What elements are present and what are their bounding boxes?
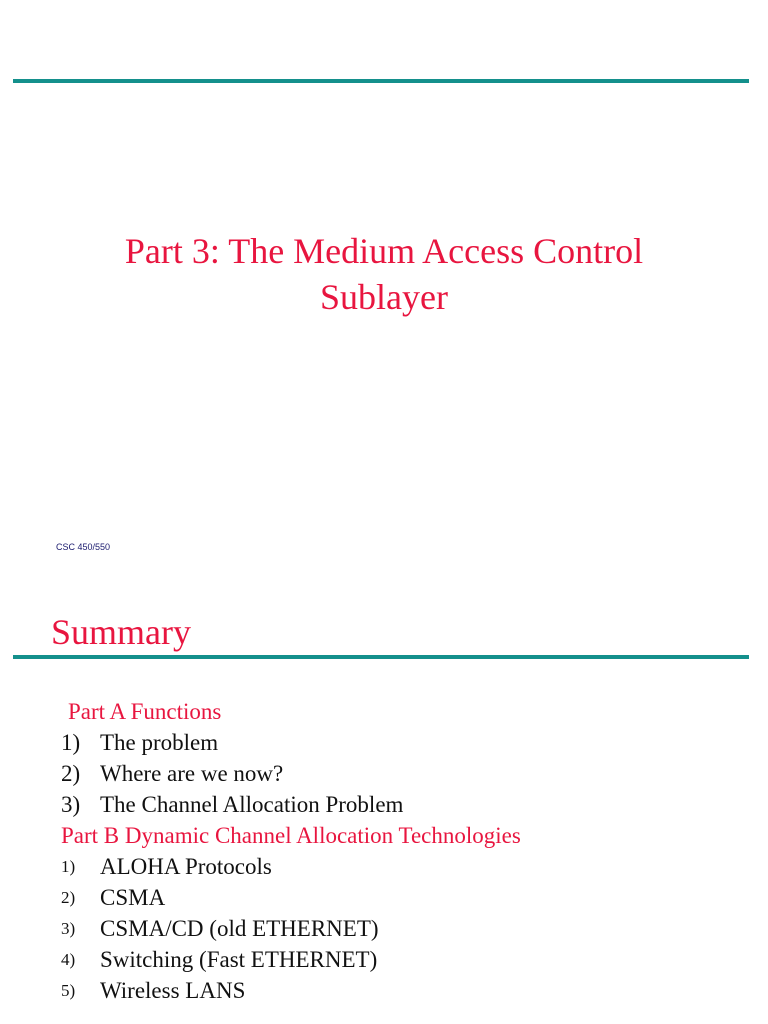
list-item-text: The Channel Allocation Problem	[100, 792, 404, 817]
list-item-number: 3)	[61, 919, 76, 938]
list-item	[0, 975, 768, 1006]
summary-heading: Summary	[51, 612, 191, 652]
list-item	[0, 882, 768, 913]
list-item-number: 4)	[61, 950, 76, 969]
list-item	[0, 944, 768, 975]
slide-summary	[0, 582, 768, 1024]
list-item	[0, 851, 768, 882]
title-line-1: Part 3: The Medium Access Control	[124, 231, 644, 271]
list-item	[0, 789, 768, 820]
list-item-number: 5)	[61, 981, 76, 1000]
course-code-footer: CSC 450/550	[56, 542, 111, 552]
list-item-text: Switching (Fast ETHERNET)	[100, 947, 378, 972]
part-a-heading: Part A Functions	[68, 699, 222, 724]
list-item-number: 3)	[61, 792, 81, 817]
summary-outline	[0, 696, 768, 1006]
top-divider-rule	[13, 79, 749, 83]
list-item	[0, 913, 768, 944]
list-item-number: 1)	[61, 730, 81, 755]
list-item-text: Wireless LANS	[100, 978, 246, 1003]
title-line-2: Sublayer	[320, 277, 448, 317]
part-b-heading: Part B Dynamic Channel Allocation Technologies	[61, 823, 521, 848]
slide-title-text	[0, 228, 768, 320]
list-item-text: Where are we now?	[100, 761, 284, 786]
list-item-text: CSMA	[100, 885, 166, 910]
list-item-text: The problem	[100, 730, 219, 755]
list-item-text: ALOHA Protocols	[100, 854, 272, 879]
list-item	[0, 727, 768, 758]
list-item	[0, 758, 768, 789]
list-item-number: 2)	[61, 888, 76, 907]
list-item-text: CSMA/CD (old ETHERNET)	[100, 916, 379, 941]
summary-divider-rule	[13, 655, 749, 659]
list-item-number: 2)	[61, 761, 81, 786]
list-item-number: 1)	[61, 857, 76, 876]
